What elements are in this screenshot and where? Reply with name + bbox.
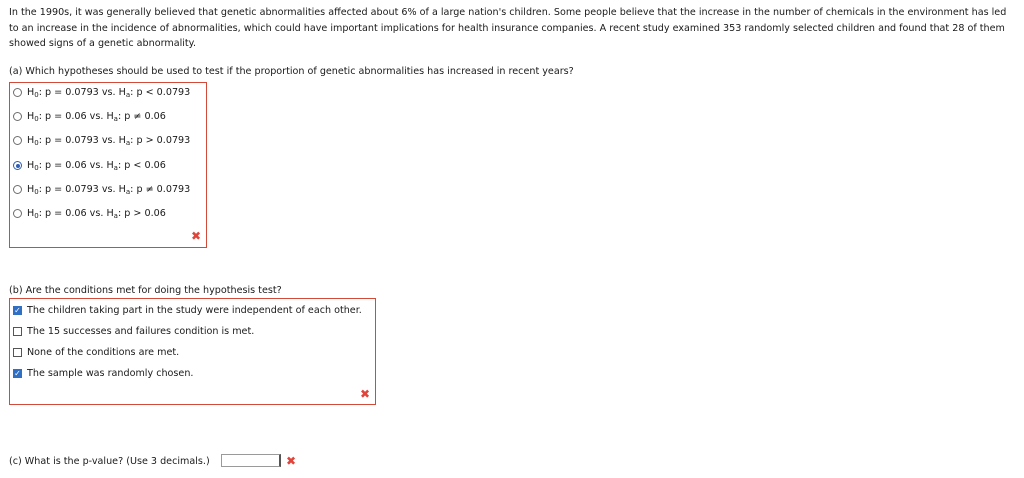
radio-button[interactable]: [13, 185, 22, 194]
p-value-input[interactable]: [221, 454, 281, 467]
radio-button[interactable]: [13, 112, 22, 121]
question-b: (b) Are the conditions met for doing the hypothesis test?: [9, 285, 282, 296]
option-text: $H_0$: p = 0.0793 vs. $H_a$: p > 0.0793: [27, 135, 191, 147]
radio-option-4[interactable]: [13, 184, 190, 195]
question-a: (a) Which hypotheses should be used to test if the proportion of genetic abnormalities has increased in recent years?: [9, 66, 574, 77]
answer-box-b: [9, 298, 376, 405]
option-text: $H_0$: p = 0.06 vs. $H_a$: p > 0.06: [27, 208, 166, 220]
radio-button[interactable]: [13, 209, 22, 218]
radio-button-selected[interactable]: [13, 161, 22, 170]
radio-option-2[interactable]: [13, 135, 190, 146]
radio-button[interactable]: [13, 136, 22, 145]
option-text: The sample was randomly chosen.: [27, 368, 194, 379]
incorrect-x-icon: ✖: [191, 229, 202, 243]
question-c: (c) What is the p-value? (Use 3 decimals.): [9, 456, 210, 467]
option-text: $H_0$: p = 0.0793 vs. $H_a$: p ≠ 0.0793: [27, 184, 191, 196]
incorrect-x-icon: ✖: [360, 387, 371, 401]
checkbox-option-3[interactable]: [13, 368, 193, 379]
checkbox-checked[interactable]: ✓: [14, 306, 21, 315]
radio-option-3[interactable]: [13, 160, 166, 171]
incorrect-x-icon: ✖: [286, 454, 297, 468]
checkbox-option-1[interactable]: [13, 326, 254, 337]
option-text: $H_0$: p = 0.06 vs. $H_a$: p < 0.06: [27, 160, 166, 172]
checkbox[interactable]: [13, 348, 22, 357]
radio-button[interactable]: [13, 88, 22, 97]
radio-option-0[interactable]: [13, 87, 190, 98]
option-text: The 15 successes and failures condition is met.: [27, 326, 255, 337]
option-text: $H_0$: p = 0.0793 vs. $H_a$: p < 0.0793: [27, 87, 191, 99]
problem-intro: In the 1990s, it was generally believed that genetic abnormalities affected about 6% of a large nation's children. Some people believe that the increase in the number of chemicals in the environment has led to an increase in the incidence of abnormalities, which could have important implications for health insurance companies. A recent study examined 353 randomly selected children and found that 28 of them showed signs of a genetic abnormality.: [9, 7, 1007, 50]
radio-option-5[interactable]: [13, 208, 166, 219]
checkbox[interactable]: [13, 327, 22, 336]
option-text: $H_0$: p = 0.06 vs. $H_a$: p ≠ 0.06: [27, 111, 166, 123]
answer-box-a: [9, 82, 207, 248]
checkbox-option-0[interactable]: [13, 305, 362, 316]
checkbox-checked[interactable]: ✓: [14, 369, 21, 378]
option-text: None of the conditions are met.: [27, 347, 180, 358]
radio-option-1[interactable]: [13, 111, 166, 122]
checkbox-option-2[interactable]: [13, 347, 179, 358]
option-text: The children taking part in the study were independent of each other.: [27, 305, 362, 316]
